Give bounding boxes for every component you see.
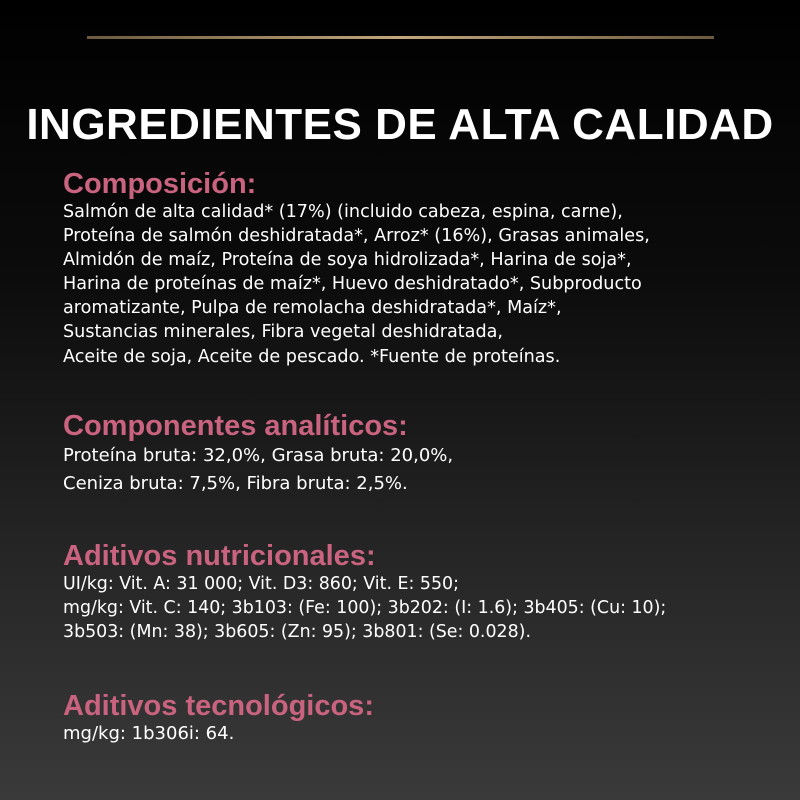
text-line: 3b503: (Mn: 38); 3b605: (Zn: 95); 3b801: (Se: 0.028).	[63, 622, 531, 642]
text-line: mg/kg: 1b306i: 64.	[63, 723, 235, 744]
text-line: UI/kg: Vit. A: 31 000; Vit. D3: 860; Vit. E: 550;	[63, 574, 459, 594]
section-heading-composicion: Composición:	[63, 168, 257, 200]
page-title: INGREDIENTES DE ALTA CALIDAD	[26, 100, 774, 150]
section-body-composicion	[63, 200, 753, 369]
text-line: Proteína de salmón deshidratada*, Arroz* (16%), Grasas animales,	[63, 226, 650, 247]
text-line: mg/kg: Vit. C: 140; 3b103: (Fe: 100); 3b202: (I: 1.6); 3b405: (Cu: 10);	[63, 598, 667, 618]
section-aditivos-tecnologicos	[63, 690, 753, 746]
text-line: Proteína bruta: 32,0%, Grasa bruta: 20,0%,	[63, 445, 454, 466]
section-aditivos-nutricionales	[63, 540, 753, 644]
section-composicion	[63, 168, 753, 369]
section-body-aditivos-tecnologicos	[63, 722, 753, 746]
section-heading-aditivos-tecnologicos: Aditivos tecnológicos:	[63, 690, 374, 722]
text-line: Almidón de maíz, Proteína de soya hidrolizada*, Harina de soja*,	[63, 250, 632, 271]
section-body-componentes-analiticos	[63, 442, 753, 498]
section-body-aditivos-nutricionales	[63, 572, 753, 644]
section-heading-aditivos-nutricionales: Aditivos nutricionales:	[63, 540, 376, 572]
text-line: Harina de proteínas de maíz*, Huevo deshidratado*, Subproducto	[63, 274, 642, 295]
top-gold-divider	[87, 36, 714, 39]
text-line: Salmón de alta calidad* (17%) (incluido cabeza, espina, carne),	[63, 202, 623, 222]
section-componentes-analiticos	[63, 410, 753, 498]
text-line: aromatizante, Pulpa de remolacha deshidratada*, Maíz*,	[63, 298, 562, 319]
section-heading-componentes-analiticos: Componentes analíticos:	[63, 410, 408, 442]
text-line: Sustancias minerales, Fibra vegetal deshidratada,	[63, 322, 503, 343]
text-line: Ceniza bruta: 7,5%, Fibra bruta: 2,5%.	[63, 473, 408, 494]
text-line: Aceite de soja, Aceite de pescado. *Fuente de proteínas.	[63, 346, 561, 367]
